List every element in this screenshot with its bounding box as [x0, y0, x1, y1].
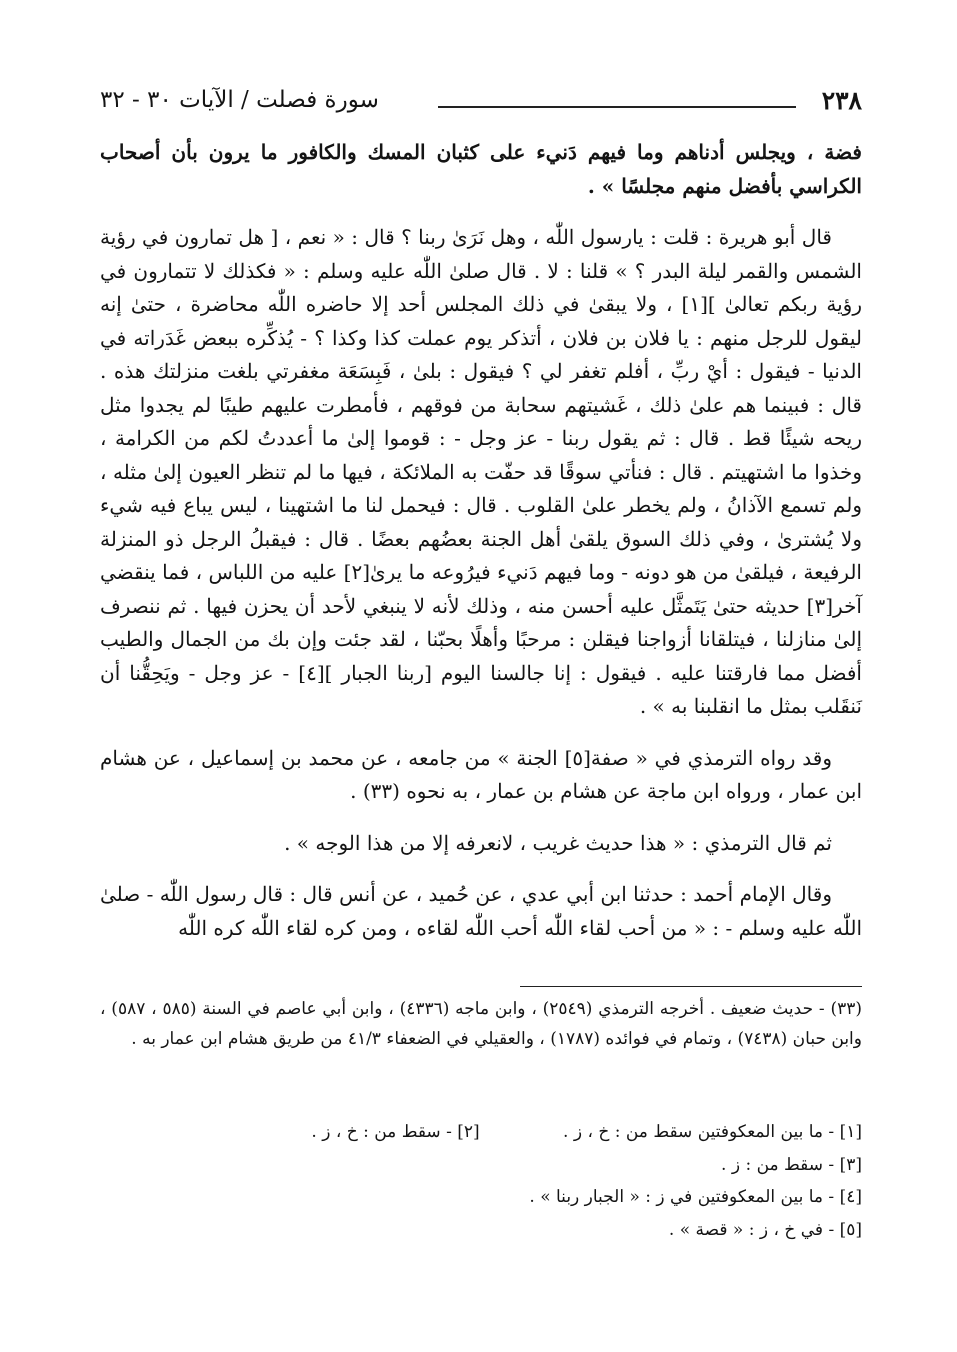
- variant-notes: [202, 1116, 862, 1246]
- page-header: [100, 86, 862, 120]
- variant-row: [202, 1116, 862, 1149]
- variant-note-4: [٤] - ما بين المعكوفتين في ز : « الجبار ربنا » .: [529, 1187, 862, 1207]
- header-rule: [438, 106, 796, 108]
- variant-note-5: [٥] - في خ ، ز : « قصة » .: [668, 1219, 862, 1240]
- running-title: سورة فصلت / الآيات ٣٠ - ٣٢: [100, 87, 379, 113]
- main-text: [100, 136, 862, 963]
- variant-note-3: [٣] - سقط من : ز .: [721, 1154, 862, 1175]
- paragraph-1: فضة ، ويجلس أدناهم وما فيهم دَنيء على كثبان المسك والكافور ما يرون بأن أصحاب الكراسي بأفضل منهم مجلسًا » .: [100, 140, 862, 198]
- paragraph-5: وقال الإمام أحمد : حدثنا ابن أبي عدي ، عن حُميد ، عن أنس قال : قال رسول اللّٰه - صلىٰ اللّٰه عليه وسلم - : « من أحب لقاء اللّٰه أحب اللّٰه لقاءه ، ومن كره لقاء اللّٰه كره اللّٰه: [100, 882, 862, 940]
- footnote-33: (٣٣) - حديث ضعيف . أخرجه الترمذي (٢٥٤٩) ، وابن ماجه (٤٣٣٦) ، وابن أبي عاصم في السنة (٥٨٥ ، ٥٨٧) ، وابن حبان (٧٤٣٨) ، وتمام في فوائده (١٧٨٧) ، والعقيلي في الضعفاء ٤١/٣ من طريق هشام ابن عمار به .: [100, 999, 862, 1049]
- paragraph-4: ثم قال الترمذي : « هذا حديث غريب ، لانعرفه إلا من هذا الوجه » .: [284, 830, 832, 855]
- footnote-rule: [520, 986, 862, 987]
- variant-note-1: [١] - ما بين المعكوفتين سقط من : خ ، ز .: [563, 1122, 862, 1142]
- paragraph-3: وقد رواه الترمذي في « صفة[٥] الجنة » من جامعه ، عن محمد بن إسماعيل ، عن هشام ابن عمار ، ورواه ابن ماجة عن هشام بن عمار ، به نحوه (٣٣) .: [100, 745, 862, 803]
- variant-note-2: [٢] - سقط من : خ ، ز .: [311, 1122, 480, 1142]
- paragraph-2: قال أبو هريرة : قلت : يارسول اللّٰه ، وهل نَرَىٰ ربنا ؟ قال : « نعم ، [ هل تمارون في رؤية الشمس والقمر ليلة البدر ؟ » قلنا : لا . قال صلىٰ اللّٰه عليه وسلم : « فكذلك لا تتمارون في رؤية ربكم تعالىٰ ][١] ، ولا يبقىٰ في ذلك المجلس أحد إلا حاضره اللّٰه محاضرة ، حتىٰ إنه ليقول للرجل منهم : يا فلان بن فلان ، أتذكر يوم عملت كذا وكذا ؟ - يُذكِّره ببعض غَدَراته في الدنيا - فيقول : أيْ ربِّ ، أفلم تغفر لي ؟ فيقول : بلىٰ ، فَبِسَعَة مغفرتي بلغت منزلتك هذه . قال : فبينما هم علىٰ ذلك ، غَشيتهم سحابة من فوقهم ، فأمطرت عليهم طيبًا لم يجدوا مثل ريحه شيئًا قط . قال : ثم يقول ربنا - عز وجل - : قوموا إلىٰ ما أعددتُ لكم من الكرامة ، وخذوا ما اشتهيتم . قال : فنأتي سوقًا قد حفّت به الملائكة ، فيها ما لم تنظر العيون إلىٰ مثله ، ولم تسمع الآذانُ ، ولم يخطر علىٰ القلوب . قال : فيحمل لنا ما اشتهينا ، ليس يباع فيه شيء ولا يُشترىٰ ، وفي ذلك السوق يلقىٰ أهل الجنة بعضُهم بعضًا . قال : فيقبلُ الرجل ذو المنزلة الرفيعة ، فيلقىٰ من هو دونه - وما فيهم دَنيء فيرُوعه ما يرىٰ[٢] عليه من اللباس ، فما ينقضي آخر[٣] حديثه حتىٰ يَتَمثَّل عليه أحسن منه ، وذلك لأنه لا ينبغي لأحد أن يحزن فيها . ثم ننصرف إلىٰ منازلنا ، فيتلقانا أزواجنا فيقلن : مرحبًا وأهلًا بحبّنا ، لقد جئت وإن بك من الجمال والطيب أفضل مما فارقتنا عليه . فيقول : إنا جالسنا اليوم [ربنا الجبار ][٤] - عز وجل - ويَحِقُّنا أن نَنقَلب بمثل ما انقلبنا به » .: [100, 225, 863, 718]
- page-number: ٢٣٨: [821, 86, 862, 115]
- footnotes: [100, 994, 862, 1054]
